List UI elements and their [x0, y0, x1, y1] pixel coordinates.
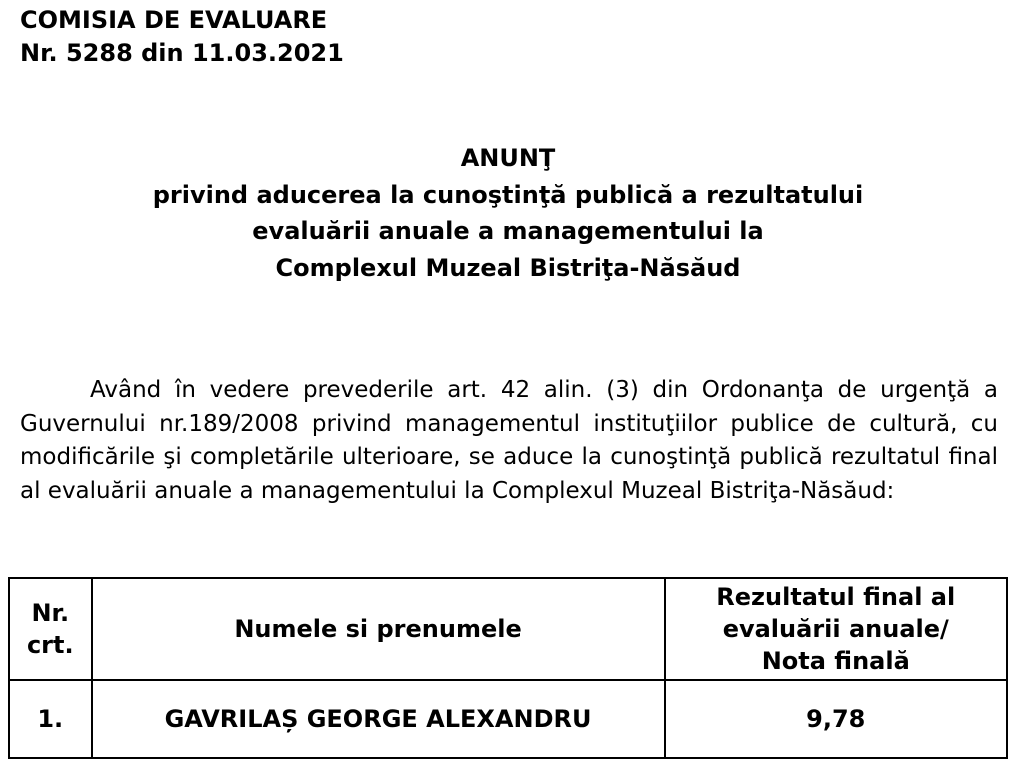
header-nr-line-2: crt.: [26, 631, 74, 659]
header-result: [665, 578, 1008, 680]
table-row: [9, 680, 1007, 758]
body-paragraph: Având în vedere prevederile art. 42 alin. (3) din Ordonanţa de urgenţă a Guvernului nr.189/2008 privind managementul instituţiilor publice de cultură, cu modificările şi completările ulterioare, se aduce la cunoştinţă publică rezultatul final al evaluării anuale a managementului la Complexul Muzeal Bistriţa-Năsăud:: [20, 377, 998, 504]
header-nr-line-1: Nr.: [31, 599, 70, 627]
header-result-line-3: Nota finală: [761, 647, 910, 675]
commission-name: COMISIA DE EVALUARE: [20, 6, 328, 34]
header-name: Numele si prenumele: [92, 578, 665, 680]
row-nr: 1.: [9, 680, 92, 758]
table-header-row: [9, 578, 1007, 680]
announcement-title-block: [0, 140, 1016, 286]
header-result-line-2: evaluării anuale/: [722, 615, 949, 643]
row-score: 9,78: [665, 680, 1008, 758]
results-table: [8, 577, 1008, 759]
header-nr-crt: [9, 578, 92, 680]
document-header: [20, 4, 344, 70]
reference-number: Nr. 5288 din 11.03.2021: [20, 39, 344, 67]
announcement-subtitle-line-1: privind aducerea la cunoştinţă publică a rezultatului: [152, 180, 864, 209]
row-name: GAVRILAȘ GEORGE ALEXANDRU: [92, 680, 665, 758]
announcement-title: ANUNŢ: [460, 144, 556, 172]
announcement-subtitle-line-3: Complexul Muzeal Bistriţa-Năsăud: [275, 253, 741, 282]
announcement-subtitle-line-2: evaluării anuale a managementului la: [252, 217, 764, 245]
header-result-line-1: Rezultatul final al: [716, 583, 956, 611]
